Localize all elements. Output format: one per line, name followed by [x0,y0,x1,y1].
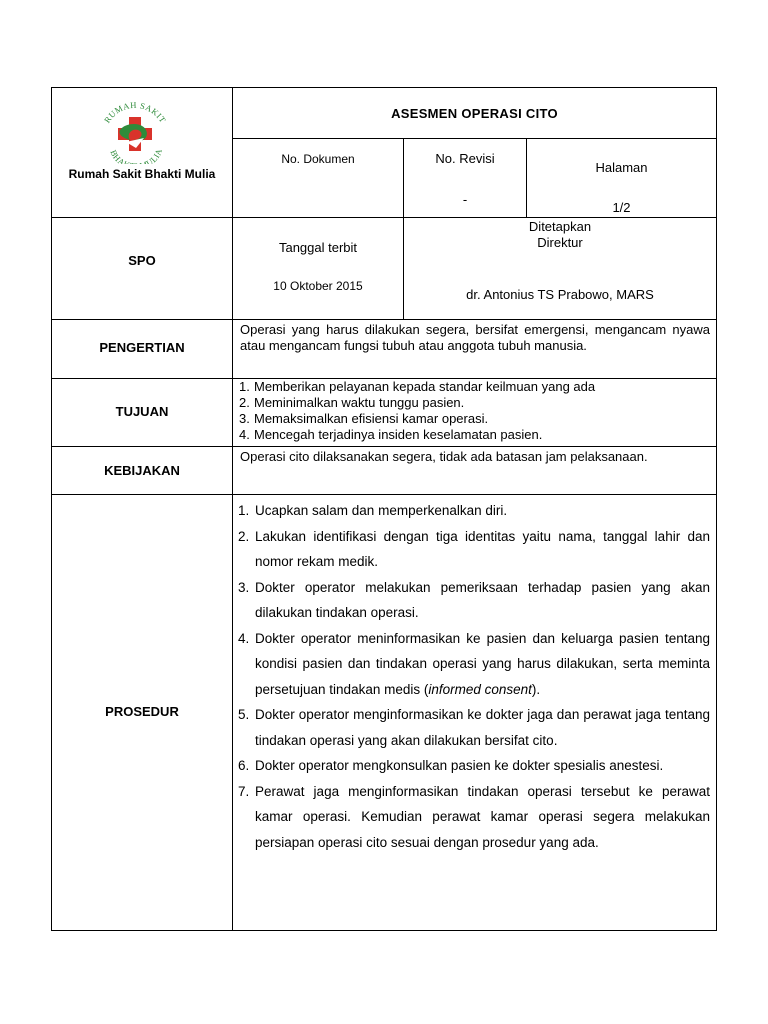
tanggal-terbit-label: Tanggal terbit [278,240,358,255]
direktur-label: Direktur [537,235,583,250]
list-item: 2. Meminimalkan waktu tunggu pasien. [239,395,465,410]
tanggal-terbit-value: 10 Oktober 2015 [273,279,363,293]
list-item: 3. Memaksimalkan efisiensi kamar operasi. [239,411,489,426]
table-border-top [51,87,717,88]
row-divider-kebijakan [51,494,717,495]
list-item: 3. Dokter operator melakukan pemeriksaan terhadap pasien yang akan dilakukan tindakan operasi. [238,579,710,620]
list-item: 4. Mencegah terjadinya insiden keselamatan pasien. [239,427,543,442]
list-item: 2. Lakukan identifikasi dengan tiga identitas yaitu nama, tanggal lahir dan nomor rekam medik. [238,528,710,569]
svg-text:BHAKTI MULIA: BHA ULIA [108,147,165,164]
document-title: ASESMEN OPERASI CITO [391,106,558,121]
list-item: 7. Perawat jaga menginformasikan tindakan operasi tersebut ke perawat kamar operasi. Kemudian perawat kamar operasi segera melakukan persiapan operasi cito sesuai dengan prosedur yang ada. [238,783,710,850]
row-divider-tujuan [51,446,717,447]
hospital-logo [96,100,174,164]
list-item: 1. Ucapkan salam dan memperkenalkan diri. [238,503,508,518]
table-border-left [51,87,52,931]
kebijakan-text: Operasi cito dilaksanakan segera, tidak ada batasan jam pelaksanaan. [240,449,648,464]
no-dokumen-label: No. Dokumen [281,152,355,166]
list-item: 5. Dokter operator menginformasikan ke dokter jaga dan perawat jaga tentang tindakan operasi yang akan dilakukan bersifat cito. [238,707,710,748]
no-revisi-label: No. Revisi [435,151,495,166]
hospital-name: Rumah Sakit Bhakti Mulia [68,167,216,181]
column-divider [232,87,233,931]
halaman-label: Halaman [595,160,648,175]
row-divider-header [51,217,717,218]
row-divider-title [232,138,716,139]
no-revisi-value: - [462,192,468,207]
table-border-bottom [51,930,717,931]
pengertian-text: Operasi yang harus dilakukan segera, bersifat emergensi, mengancam nyawa atau mengancam fungsi tubuh atau anggota tubuh manusia. [240,322,710,353]
director-name: dr. Antonius TS Prabowo, MARS [466,287,654,302]
svg-text:RUMAH SAKIT: RUMAH SAKIT [101,100,169,125]
list-item: 4. Dokter operator meninformasikan ke pasien dan keluarga pasien tentang kondisi pasien dan tindakan operasi yang harus dilakukan, serta meminta persetujuan tindakan medis (informed consent). [238,630,710,697]
spo-label: SPO [128,253,156,268]
list-item: 1. Memberikan pelayanan kepada standar keilmuan yang ada [239,379,596,394]
row-divider-spo [51,319,717,320]
table-border-right [716,87,717,931]
prosedur-list [238,498,710,855]
list-item: 6. Dokter operator mengkonsulkan pasien ke dokter spesialis anestesi. [238,758,664,773]
tujuan-list [239,379,711,443]
pengertian-label: PENGERTIAN [99,340,185,355]
kebijakan-label: KEBIJAKAN [104,463,180,478]
halaman-value: 1/2 [612,200,631,215]
ditetapkan-label: Ditetapkan [528,219,592,234]
prosedur-label: PROSEDUR [105,704,179,719]
tujuan-label: TUJUAN [115,404,169,419]
